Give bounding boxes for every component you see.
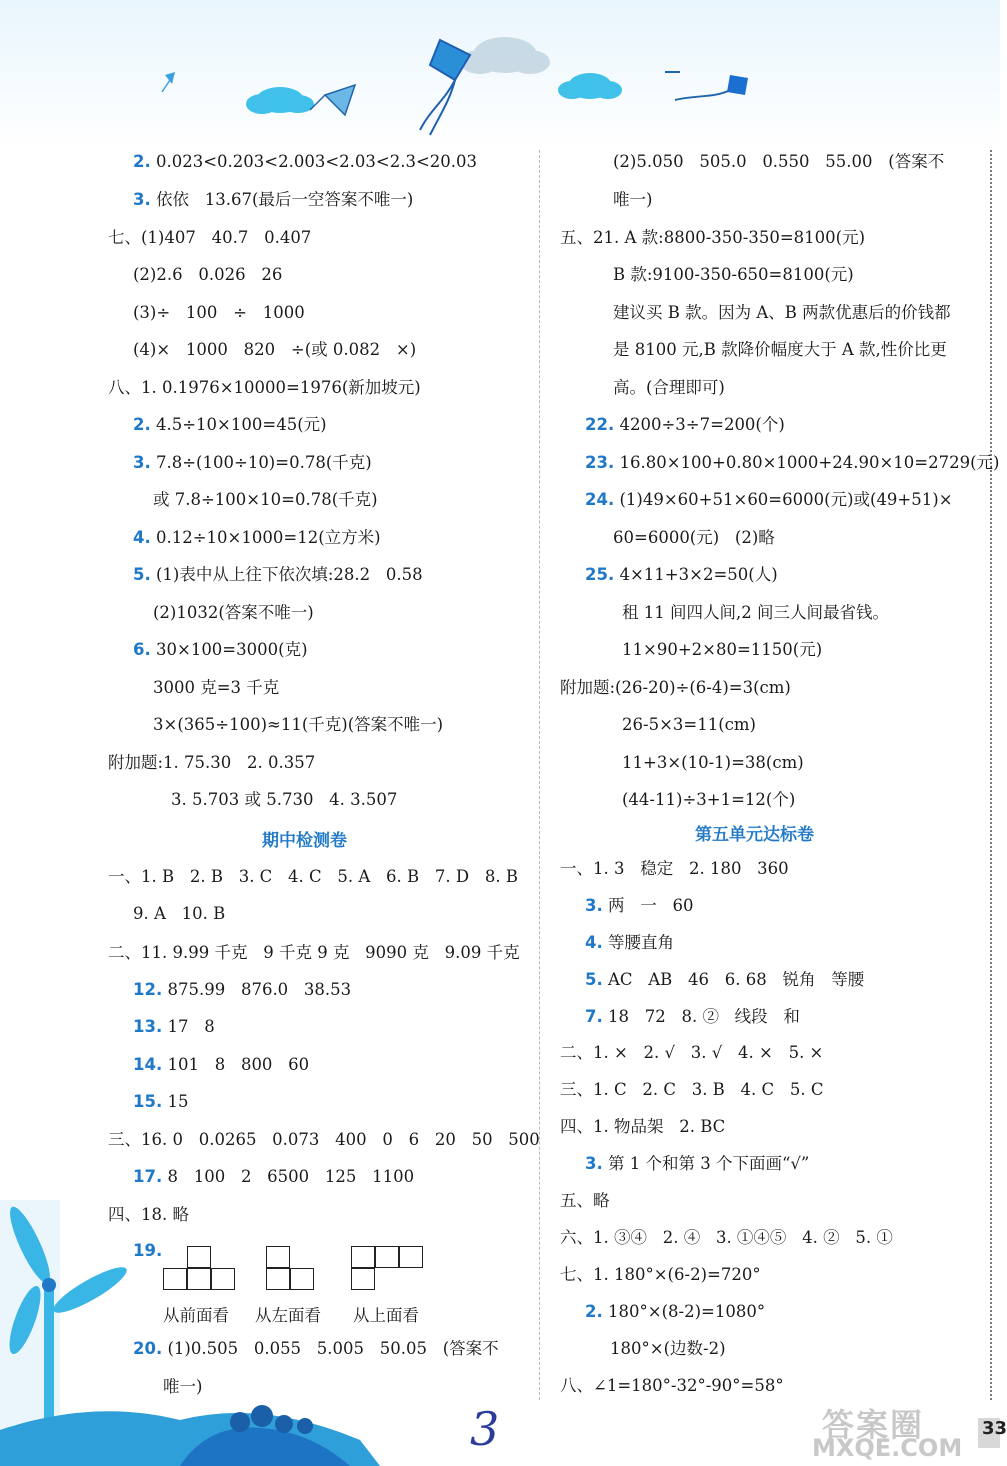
answer-line: 二、11. 9.99 千克 9 千克 9 克 9090 克 9.09 千克 <box>108 943 520 962</box>
answer-line: 2. 4.5÷10×100=45(元) <box>133 415 327 434</box>
answer-line: 4. 0.12÷10×1000=12(立方米) <box>133 528 381 547</box>
answer-line: 9. A 10. B <box>133 904 226 923</box>
answer-line: 11×90+2×80=1150(元) <box>622 640 823 659</box>
answer-line: 3. 依依 13.67(最后一空答案不唯一) <box>133 190 414 209</box>
view-label-top: 从上面看 <box>353 1306 419 1325</box>
kite-icon <box>727 75 748 95</box>
handwritten-mark: 3 <box>470 1402 500 1456</box>
answer-line: 三、16. 0 0.0265 0.073 400 0 6 20 50 500 <box>108 1130 540 1149</box>
answer-line: 25. 4×11+3×2=50(人) <box>585 565 778 584</box>
section-title-midterm: 期中检测卷 <box>262 831 347 851</box>
answer-line: 3×(365÷100)≈11(千克)(答案不唯一) <box>153 715 444 734</box>
answer-line: 或 7.8÷100×10=0.78(千克) <box>153 490 378 509</box>
answer-line: 三、1. C 2. C 3. B 4. C 5. C <box>560 1080 824 1099</box>
answer-line: 2. 180°×(8-2)=1080° <box>585 1302 766 1321</box>
answer-line: 3. 第 1 个和第 3 个下面画“√” <box>585 1154 810 1173</box>
answer-line: 5. (1)表中从上往下依次填:28.2 0.58 <box>133 565 423 584</box>
answer-line: 60=6000(元) (2)略 <box>613 528 775 547</box>
answer-line: 2. 0.023<0.203<2.003<2.03<2.3<20.03 <box>133 152 478 171</box>
answer-line: 高。(合理即可) <box>613 378 725 397</box>
answer-line: 二、1. × 2. √ 3. √ 4. × 5. × <box>560 1043 824 1062</box>
answer-line: 3. 5.703 或 5.730 4. 3.507 <box>171 790 398 809</box>
answer-line: 14. 101 8 800 60 <box>133 1055 310 1074</box>
answer-line: (3)÷ 100 ÷ 1000 <box>133 303 305 322</box>
view-label-left: 从左面看 <box>255 1306 321 1325</box>
answer-line: 附加题:1. 75.30 2. 0.357 <box>108 753 316 772</box>
answer-line: 17. 8 100 2 6500 125 1100 <box>133 1167 415 1186</box>
answer-line: 五、略 <box>560 1191 610 1210</box>
answer-line: 7. 18 72 8. ② 线段 和 <box>585 1007 800 1026</box>
answer-line: 26-5×3=11(cm) <box>622 715 756 734</box>
answer-line: 22. 4200÷3÷7=200(个) <box>585 415 785 434</box>
view-label-front: 从前面看 <box>163 1306 229 1325</box>
answer-line: 3000 克=3 千克 <box>153 678 280 697</box>
answer-line: 6. 30×100=3000(克) <box>133 640 308 659</box>
answer-line: 八、1. 0.1976×10000=1976(新加坡元) <box>108 378 421 397</box>
answer-line: 是 8100 元,B 款降价幅度大于 A 款,性价比更 <box>613 340 947 359</box>
answer-line: 12. 875.99 876.0 38.53 <box>133 980 352 999</box>
answer-line: B 款:9100-350-650=8100(元) <box>613 265 854 284</box>
answer-line: (2)1032(答案不唯一) <box>153 603 314 622</box>
answer-line: 5. AC AB 46 6. 68 锐角 等腰 <box>585 970 865 989</box>
answer-line: 24. (1)49×60+51×60=6000(元)或(49+51)× <box>585 490 953 509</box>
answer-line: 3. 两 一 60 <box>585 896 694 915</box>
column-divider <box>539 150 540 1400</box>
windmill-landscape-illustration <box>0 1200 380 1466</box>
answer-line: 六、1. ③④ 2. ④ 3. ①④⑤ 4. ② 5. ① <box>560 1228 893 1247</box>
page-number: 33 <box>978 1418 1000 1448</box>
answer-line: (2)2.6 0.026 26 <box>133 265 283 284</box>
answer-line: 11+3×(10-1)=38(cm) <box>622 753 804 772</box>
answer-line: 4. 等腰直角 <box>585 933 674 952</box>
header-kites-illustration <box>0 0 1000 150</box>
answer-line: 15. 15 <box>133 1092 189 1111</box>
answer-line: 一、1. 3 稳定 2. 180 360 <box>560 859 789 878</box>
answer-line: 13. 17 8 <box>133 1017 215 1036</box>
answer-line: 八、∠1=180°-32°-90°=58° <box>560 1376 784 1395</box>
answer-line: 23. 16.80×100+0.80×1000+24.90×10=2729(元) <box>585 453 1000 472</box>
answer-line: (2)5.050 505.0 0.550 55.00 (答案不 <box>613 152 945 171</box>
page-edge-dots <box>990 150 992 1400</box>
answer-line: 唯一) <box>613 190 653 209</box>
answer-line: 180°×(边数-2) <box>610 1339 726 1358</box>
watermark-logo: 答案圈 <box>822 1406 925 1444</box>
answer-line: 3. 7.8÷(100÷10)=0.78(千克) <box>133 453 372 472</box>
watermark-url: MXQE.COM <box>812 1434 963 1462</box>
answer-line: 附加题:(26-20)÷(6-4)=3(cm) <box>560 678 791 697</box>
answer-line: 20. (1)0.505 0.055 5.005 50.05 (答案不 <box>133 1339 499 1358</box>
answer-line: (4)× 1000 820 ÷(或 0.082 ×) <box>133 340 417 359</box>
answer-line: 七、1. 180°×(6-2)=720° <box>560 1265 761 1284</box>
answer-line: 一、1. B 2. B 3. C 4. C 5. A 6. B 7. D 8. B <box>108 867 518 886</box>
answer-line: 建议买 B 款。因为 A、B 两款优惠后的价钱都 <box>613 303 951 322</box>
answer-line: (44-11)÷3+1=12(个) <box>622 790 796 809</box>
answer-line: 七、(1)407 40.7 0.407 <box>108 228 312 247</box>
answer-line: 唯一) <box>163 1377 203 1396</box>
answer-line: 租 11 间四人间,2 间三人间最省钱。 <box>622 603 889 622</box>
section-title-unit5: 第五单元达标卷 <box>695 825 814 845</box>
answer-line: 五、21. A 款:8800-350-350=8100(元) <box>560 228 866 247</box>
answer-line: 四、18. 略 <box>108 1205 189 1224</box>
answer-line: 四、1. 物品架 2. BC <box>560 1117 726 1136</box>
answer-line: 19. <box>133 1241 163 1260</box>
